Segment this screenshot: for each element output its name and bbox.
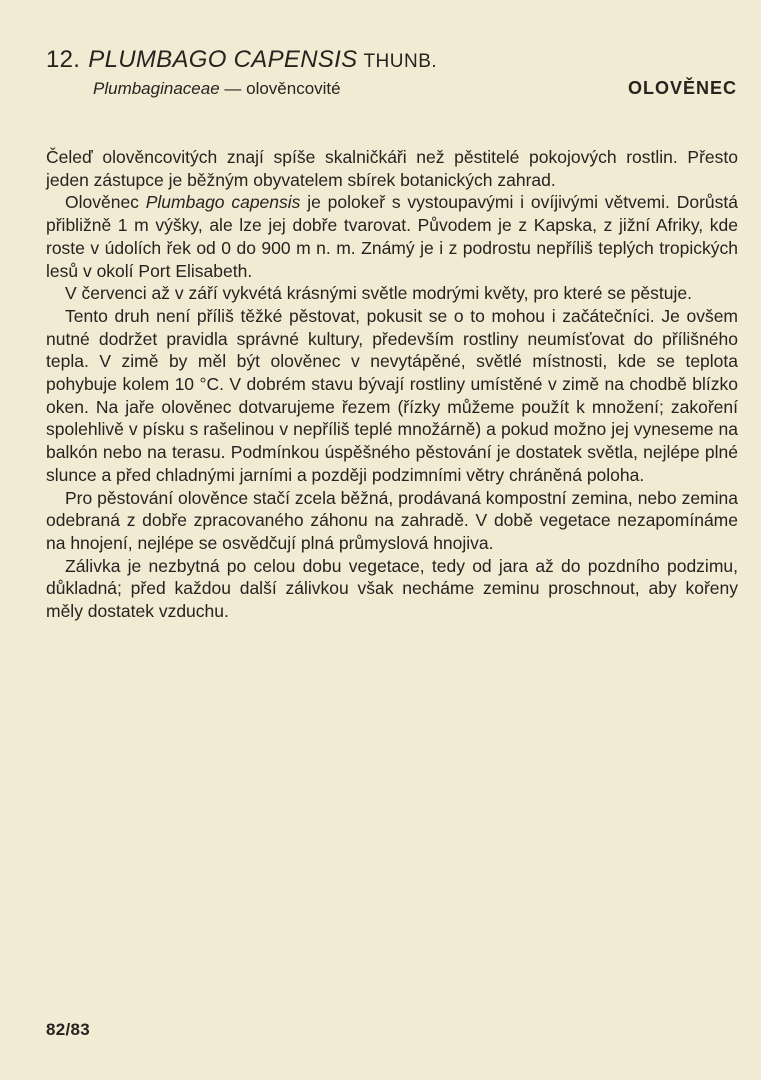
- paragraph-6: Zálivka je nezbytná po celou dobu vegetace, tedy od jara až do pozdního podzimu, důkladná; před každou další zálivkou však necháme zeminu proschnout, aby kořeny měly dostatek vzduchu.: [46, 555, 738, 622]
- family-czech: olověncovité: [246, 79, 341, 98]
- czech-common-name: OLOVĚNEC: [627, 78, 737, 98]
- paragraph-2-start: Olověnec: [65, 192, 146, 213]
- paragraph-3: V červenci až v září vykvétá krásnými světle modrými květy, pro které se pěstuje.: [65, 283, 692, 304]
- paragraph-1: Čeleď olověncovitých znají spíše skalničkáři než pěstitelé pokojových rostlin. Přesto jeden zástupce je běžným obyvatelem sbírek botanických zahrad.: [46, 147, 738, 190]
- latin-name: PLUMBAGO CAPENSIS: [88, 46, 358, 73]
- paragraph-2-rest: je polokeř s vystoupavými i ovíjivými větvemi. Dorůstá přibližně 1 m výšky, ale lze jej dobře tvarovat. Původem je z Kapska, z jižní Afriky, kde roste v údolích řek od 0 do 900 m n. m. Známý je i z podrostu nepříliš teplých tropických lesů v okolí Port Elisabeth.: [46, 192, 738, 281]
- paragraph-2-italic-name: Plumbago capensis: [145, 192, 301, 213]
- entry-number: 12.: [46, 46, 81, 73]
- family-latin: Plumbaginaceae: [93, 79, 220, 98]
- paragraph-2: [46, 191, 738, 282]
- family-separator: —: [219, 79, 247, 98]
- family-line: [93, 79, 341, 99]
- paragraph-4: Tento druh není příliš těžké pěstovat, pokusit se o to mohou i začátečníci. Je ovšem nutné dodržet pravidla správné kultury, především rostliny neumísťovat do přílišného tepla. V zimě by měl být olověnec v nevytápěné, světlé místnosti, kde se teplota pohybuje kolem 10 °C. V dobrém stavu bývají rostliny umístěné v zimě na chodbě blízko oken. Na jaře olověnec dotvarujeme řezem (řízky můžeme použít k množení; zakoření spolehlivě v písku s rašelinou v nepříliš teplé množárně) a pokud možno jej vyneseme na balkón nebo na terasu. Podmínkou úspěšného pěstování je dostatek světla, nejlépe plné slunce a před chladnými jarními a později podzimními větry chráněná poloha.: [46, 305, 738, 485]
- article-body: [46, 146, 738, 623]
- page-number: 82/83: [46, 1020, 91, 1039]
- paragraph-5: Pro pěstování olověnce stačí zcela běžná, prodávaná kompostní zemina, nebo zemina odebraná z dobře zpracovaného záhonu na zahradě. V době vegetace nezapomínáme na hnojení, nejlépe se osvědčují plná průmyslová hnojiva.: [46, 487, 738, 553]
- author-abbreviation: THUNB.: [363, 51, 438, 72]
- species-title: [46, 46, 437, 74]
